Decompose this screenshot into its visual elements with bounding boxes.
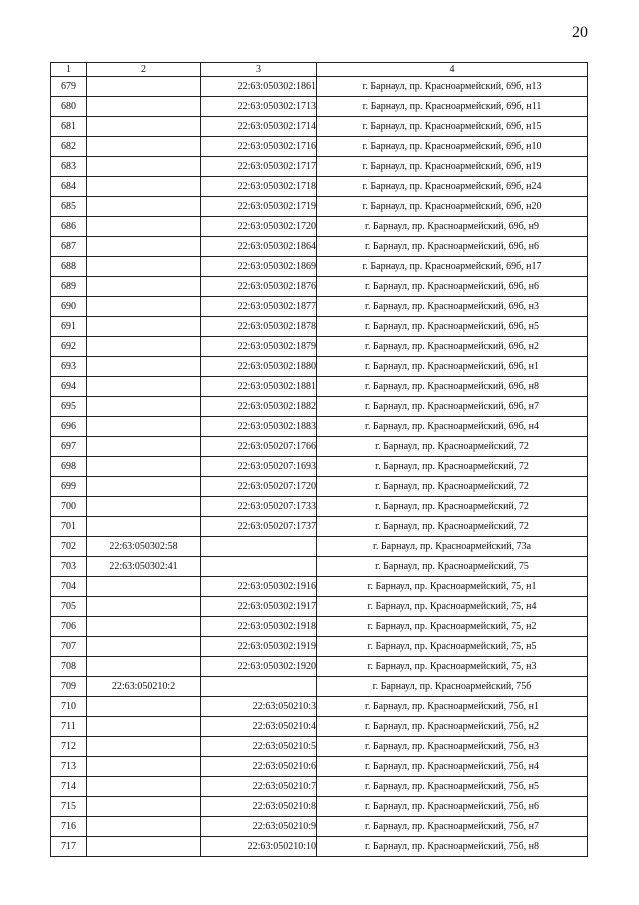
- row-number-cell: 685: [51, 197, 87, 217]
- row-number-cell: 695: [51, 397, 87, 417]
- row-number-cell: 691: [51, 317, 87, 337]
- parcel-number-cell: [87, 197, 201, 217]
- address-cell: г. Барнаул, пр. Красноармейский, 69б, н1: [317, 357, 588, 377]
- address-cell: г. Барнаул, пр. Красноармейский, 69б, н24: [317, 177, 588, 197]
- cadastral-number-cell: [201, 537, 317, 557]
- parcel-number-cell: [87, 697, 201, 717]
- row-number-cell: 702: [51, 537, 87, 557]
- row-number-cell: 712: [51, 737, 87, 757]
- cadastral-number-cell: [201, 677, 317, 697]
- table-row: [51, 257, 588, 277]
- table-row: [51, 537, 588, 557]
- cadastral-number-cell: 22:63:050210:10: [201, 837, 317, 857]
- address-cell: г. Барнаул, пр. Красноармейский, 72: [317, 497, 588, 517]
- table-row: [51, 697, 588, 717]
- cadastral-number-cell: 22:63:050302:1919: [201, 637, 317, 657]
- row-number-cell: 696: [51, 417, 87, 437]
- address-cell: г. Барнаул, пр. Красноармейский, 69б, н9: [317, 217, 588, 237]
- cadastral-number-cell: 22:63:050302:1717: [201, 157, 317, 177]
- parcel-number-cell: [87, 637, 201, 657]
- row-number-cell: 680: [51, 97, 87, 117]
- table-row: [51, 237, 588, 257]
- address-cell: г. Барнаул, пр. Красноармейский, 75б, н7: [317, 817, 588, 837]
- cadastral-number-cell: 22:63:050302:1881: [201, 377, 317, 397]
- cadastral-number-cell: 22:63:050210:5: [201, 737, 317, 757]
- row-number-cell: 699: [51, 477, 87, 497]
- address-cell: г. Барнаул, пр. Красноармейский, 75, н4: [317, 597, 588, 617]
- address-cell: г. Барнаул, пр. Красноармейский, 69б, н2: [317, 337, 588, 357]
- table-row: [51, 397, 588, 417]
- parcel-number-cell: [87, 737, 201, 757]
- table-row: [51, 577, 588, 597]
- address-cell: г. Барнаул, пр. Красноармейский, 69б, н8: [317, 377, 588, 397]
- address-cell: г. Барнаул, пр. Красноармейский, 75, н5: [317, 637, 588, 657]
- address-cell: г. Барнаул, пр. Красноармейский, 69б, н6: [317, 277, 588, 297]
- address-cell: г. Барнаул, пр. Красноармейский, 69б, н7: [317, 397, 588, 417]
- cadastral-number-cell: 22:63:050302:1880: [201, 357, 317, 377]
- parcel-number-cell: [87, 577, 201, 597]
- cadastral-number-cell: 22:63:050302:1720: [201, 217, 317, 237]
- table-row: [51, 457, 588, 477]
- parcel-number-cell: [87, 177, 201, 197]
- cadastral-number-cell: 22:63:050302:1877: [201, 297, 317, 317]
- table-row: [51, 337, 588, 357]
- row-number-cell: 679: [51, 77, 87, 97]
- cadastral-number-cell: 22:63:050302:1718: [201, 177, 317, 197]
- row-number-cell: 701: [51, 517, 87, 537]
- table-row: [51, 317, 588, 337]
- table-row: [51, 437, 588, 457]
- address-cell: г. Барнаул, пр. Красноармейский, 69б, н6: [317, 237, 588, 257]
- row-number-cell: 714: [51, 777, 87, 797]
- cadastral-number-cell: 22:63:050210:3: [201, 697, 317, 717]
- table-row: [51, 757, 588, 777]
- cadastral-number-cell: 22:63:050302:1920: [201, 657, 317, 677]
- cadastral-number-cell: 22:63:050302:1918: [201, 617, 317, 637]
- row-number-cell: 693: [51, 357, 87, 377]
- address-cell: г. Барнаул, пр. Красноармейский, 69б, н17: [317, 257, 588, 277]
- address-cell: г. Барнаул, пр. Красноармейский, 75, н1: [317, 577, 588, 597]
- row-number-cell: 703: [51, 557, 87, 577]
- cadastral-number-cell: 22:63:050210:7: [201, 777, 317, 797]
- parcel-number-cell: [87, 657, 201, 677]
- parcel-number-cell: [87, 597, 201, 617]
- address-cell: г. Барнаул, пр. Красноармейский, 69б, н4: [317, 417, 588, 437]
- table-row: [51, 277, 588, 297]
- address-cell: г. Барнаул, пр. Красноармейский, 69б, н3: [317, 297, 588, 317]
- parcel-number-cell: [87, 137, 201, 157]
- row-number-cell: 687: [51, 237, 87, 257]
- row-number-cell: 715: [51, 797, 87, 817]
- address-cell: г. Барнаул, пр. Красноармейский, 75, н2: [317, 617, 588, 637]
- table-row: [51, 637, 588, 657]
- table-row: [51, 657, 588, 677]
- row-number-cell: 710: [51, 697, 87, 717]
- row-number-cell: 704: [51, 577, 87, 597]
- cadastral-number-cell: 22:63:050207:1737: [201, 517, 317, 537]
- parcel-number-cell: [87, 797, 201, 817]
- row-number-cell: 694: [51, 377, 87, 397]
- address-cell: г. Барнаул, пр. Красноармейский, 75б, н2: [317, 717, 588, 737]
- registry-table: [50, 62, 588, 857]
- row-number-cell: 689: [51, 277, 87, 297]
- cadastral-number-cell: [201, 557, 317, 577]
- table-row: [51, 557, 588, 577]
- cadastral-number-cell: 22:63:050302:1882: [201, 397, 317, 417]
- table-row: [51, 477, 588, 497]
- cadastral-number-cell: 22:63:050207:1720: [201, 477, 317, 497]
- cadastral-number-cell: 22:63:050302:1879: [201, 337, 317, 357]
- row-number-cell: 716: [51, 817, 87, 837]
- parcel-number-cell: 22:63:050302:41: [87, 557, 201, 577]
- parcel-number-cell: [87, 117, 201, 137]
- parcel-number-cell: [87, 477, 201, 497]
- table-row: [51, 617, 588, 637]
- header-col-4: 4: [317, 63, 588, 77]
- parcel-number-cell: [87, 317, 201, 337]
- cadastral-number-cell: 22:63:050210:4: [201, 717, 317, 737]
- parcel-number-cell: [87, 417, 201, 437]
- address-cell: г. Барнаул, пр. Красноармейский, 69б, н5: [317, 317, 588, 337]
- table-row: [51, 717, 588, 737]
- table-row: [51, 817, 588, 837]
- cadastral-number-cell: 22:63:050302:1713: [201, 97, 317, 117]
- address-cell: г. Барнаул, пр. Красноармейский, 75б, н1: [317, 697, 588, 717]
- row-number-cell: 697: [51, 437, 87, 457]
- address-cell: г. Барнаул, пр. Красноармейский, 69б, н13: [317, 77, 588, 97]
- cadastral-number-cell: 22:63:050302:1916: [201, 577, 317, 597]
- cadastral-number-cell: 22:63:050302:1719: [201, 197, 317, 217]
- address-cell: г. Барнаул, пр. Красноармейский, 75б, н3: [317, 737, 588, 757]
- header-col-2: 2: [87, 63, 201, 77]
- table-body: [51, 77, 588, 857]
- row-number-cell: 682: [51, 137, 87, 157]
- cadastral-number-cell: 22:63:050207:1766: [201, 437, 317, 457]
- parcel-number-cell: [87, 837, 201, 857]
- row-number-cell: 686: [51, 217, 87, 237]
- parcel-number-cell: [87, 217, 201, 237]
- parcel-number-cell: [87, 77, 201, 97]
- address-cell: г. Барнаул, пр. Красноармейский, 75б, н8: [317, 837, 588, 857]
- parcel-number-cell: [87, 97, 201, 117]
- row-number-cell: 707: [51, 637, 87, 657]
- header-row: [51, 63, 588, 77]
- cadastral-number-cell: 22:63:050207:1733: [201, 497, 317, 517]
- table-row: [51, 157, 588, 177]
- parcel-number-cell: [87, 377, 201, 397]
- parcel-number-cell: [87, 777, 201, 797]
- row-number-cell: 698: [51, 457, 87, 477]
- parcel-number-cell: [87, 757, 201, 777]
- address-cell: г. Барнаул, пр. Красноармейский, 72: [317, 477, 588, 497]
- cadastral-number-cell: 22:63:050302:1869: [201, 257, 317, 277]
- table-row: [51, 677, 588, 697]
- parcel-number-cell: 22:63:050302:58: [87, 537, 201, 557]
- row-number-cell: 681: [51, 117, 87, 137]
- parcel-number-cell: [87, 437, 201, 457]
- address-cell: г. Барнаул, пр. Красноармейский, 75б, н4: [317, 757, 588, 777]
- row-number-cell: 709: [51, 677, 87, 697]
- table-row: [51, 77, 588, 97]
- row-number-cell: 705: [51, 597, 87, 617]
- table-row: [51, 177, 588, 197]
- address-cell: г. Барнаул, пр. Красноармейский, 75б, н6: [317, 797, 588, 817]
- cadastral-number-cell: 22:63:050302:1864: [201, 237, 317, 257]
- table-row: [51, 597, 588, 617]
- parcel-number-cell: [87, 717, 201, 737]
- parcel-number-cell: [87, 237, 201, 257]
- address-cell: г. Барнаул, пр. Красноармейский, 72: [317, 457, 588, 477]
- address-cell: г. Барнаул, пр. Красноармейский, 69б, н19: [317, 157, 588, 177]
- table-row: [51, 117, 588, 137]
- address-cell: г. Барнаул, пр. Красноармейский, 69б, н15: [317, 117, 588, 137]
- table-row: [51, 357, 588, 377]
- row-number-cell: 683: [51, 157, 87, 177]
- cadastral-number-cell: 22:63:050210:6: [201, 757, 317, 777]
- table-row: [51, 217, 588, 237]
- cadastral-number-cell: 22:63:050302:1861: [201, 77, 317, 97]
- table-row: [51, 97, 588, 117]
- address-cell: г. Барнаул, пр. Красноармейский, 75б: [317, 677, 588, 697]
- address-cell: г. Барнаул, пр. Красноармейский, 73а: [317, 537, 588, 557]
- table-row: [51, 797, 588, 817]
- parcel-number-cell: [87, 397, 201, 417]
- parcel-number-cell: 22:63:050210:2: [87, 677, 201, 697]
- table-header: [51, 63, 588, 77]
- row-number-cell: 700: [51, 497, 87, 517]
- cadastral-number-cell: 22:63:050302:1917: [201, 597, 317, 617]
- parcel-number-cell: [87, 497, 201, 517]
- parcel-number-cell: [87, 157, 201, 177]
- parcel-number-cell: [87, 617, 201, 637]
- cadastral-number-cell: 22:63:050210:9: [201, 817, 317, 837]
- header-col-1: 1: [51, 63, 87, 77]
- parcel-number-cell: [87, 337, 201, 357]
- parcel-number-cell: [87, 817, 201, 837]
- cadastral-number-cell: 22:63:050302:1716: [201, 137, 317, 157]
- row-number-cell: 717: [51, 837, 87, 857]
- cadastral-number-cell: 22:63:050302:1714: [201, 117, 317, 137]
- address-cell: г. Барнаул, пр. Красноармейский, 75, н3: [317, 657, 588, 677]
- address-cell: г. Барнаул, пр. Красноармейский, 75: [317, 557, 588, 577]
- row-number-cell: 711: [51, 717, 87, 737]
- row-number-cell: 690: [51, 297, 87, 317]
- cadastral-number-cell: 22:63:050210:8: [201, 797, 317, 817]
- table-row: [51, 497, 588, 517]
- table-row: [51, 197, 588, 217]
- table-row: [51, 377, 588, 397]
- table-row: [51, 737, 588, 757]
- address-cell: г. Барнаул, пр. Красноармейский, 69б, н11: [317, 97, 588, 117]
- parcel-number-cell: [87, 257, 201, 277]
- table-row: [51, 417, 588, 437]
- address-cell: г. Барнаул, пр. Красноармейский, 69б, н10: [317, 137, 588, 157]
- cadastral-number-cell: 22:63:050302:1876: [201, 277, 317, 297]
- address-cell: г. Барнаул, пр. Красноармейский, 72: [317, 437, 588, 457]
- table-row: [51, 837, 588, 857]
- table-row: [51, 777, 588, 797]
- row-number-cell: 706: [51, 617, 87, 637]
- page-number: 20: [572, 24, 588, 41]
- table-row: [51, 137, 588, 157]
- cadastral-number-cell: 22:63:050302:1878: [201, 317, 317, 337]
- parcel-number-cell: [87, 517, 201, 537]
- row-number-cell: 692: [51, 337, 87, 357]
- table-row: [51, 297, 588, 317]
- parcel-number-cell: [87, 297, 201, 317]
- address-cell: г. Барнаул, пр. Красноармейский, 75б, н5: [317, 777, 588, 797]
- row-number-cell: 684: [51, 177, 87, 197]
- parcel-number-cell: [87, 277, 201, 297]
- row-number-cell: 713: [51, 757, 87, 777]
- cadastral-number-cell: 22:63:050207:1693: [201, 457, 317, 477]
- header-col-3: 3: [201, 63, 317, 77]
- parcel-number-cell: [87, 357, 201, 377]
- address-cell: г. Барнаул, пр. Красноармейский, 69б, н20: [317, 197, 588, 217]
- table-row: [51, 517, 588, 537]
- row-number-cell: 688: [51, 257, 87, 277]
- parcel-number-cell: [87, 457, 201, 477]
- cadastral-number-cell: 22:63:050302:1883: [201, 417, 317, 437]
- address-cell: г. Барнаул, пр. Красноармейский, 72: [317, 517, 588, 537]
- row-number-cell: 708: [51, 657, 87, 677]
